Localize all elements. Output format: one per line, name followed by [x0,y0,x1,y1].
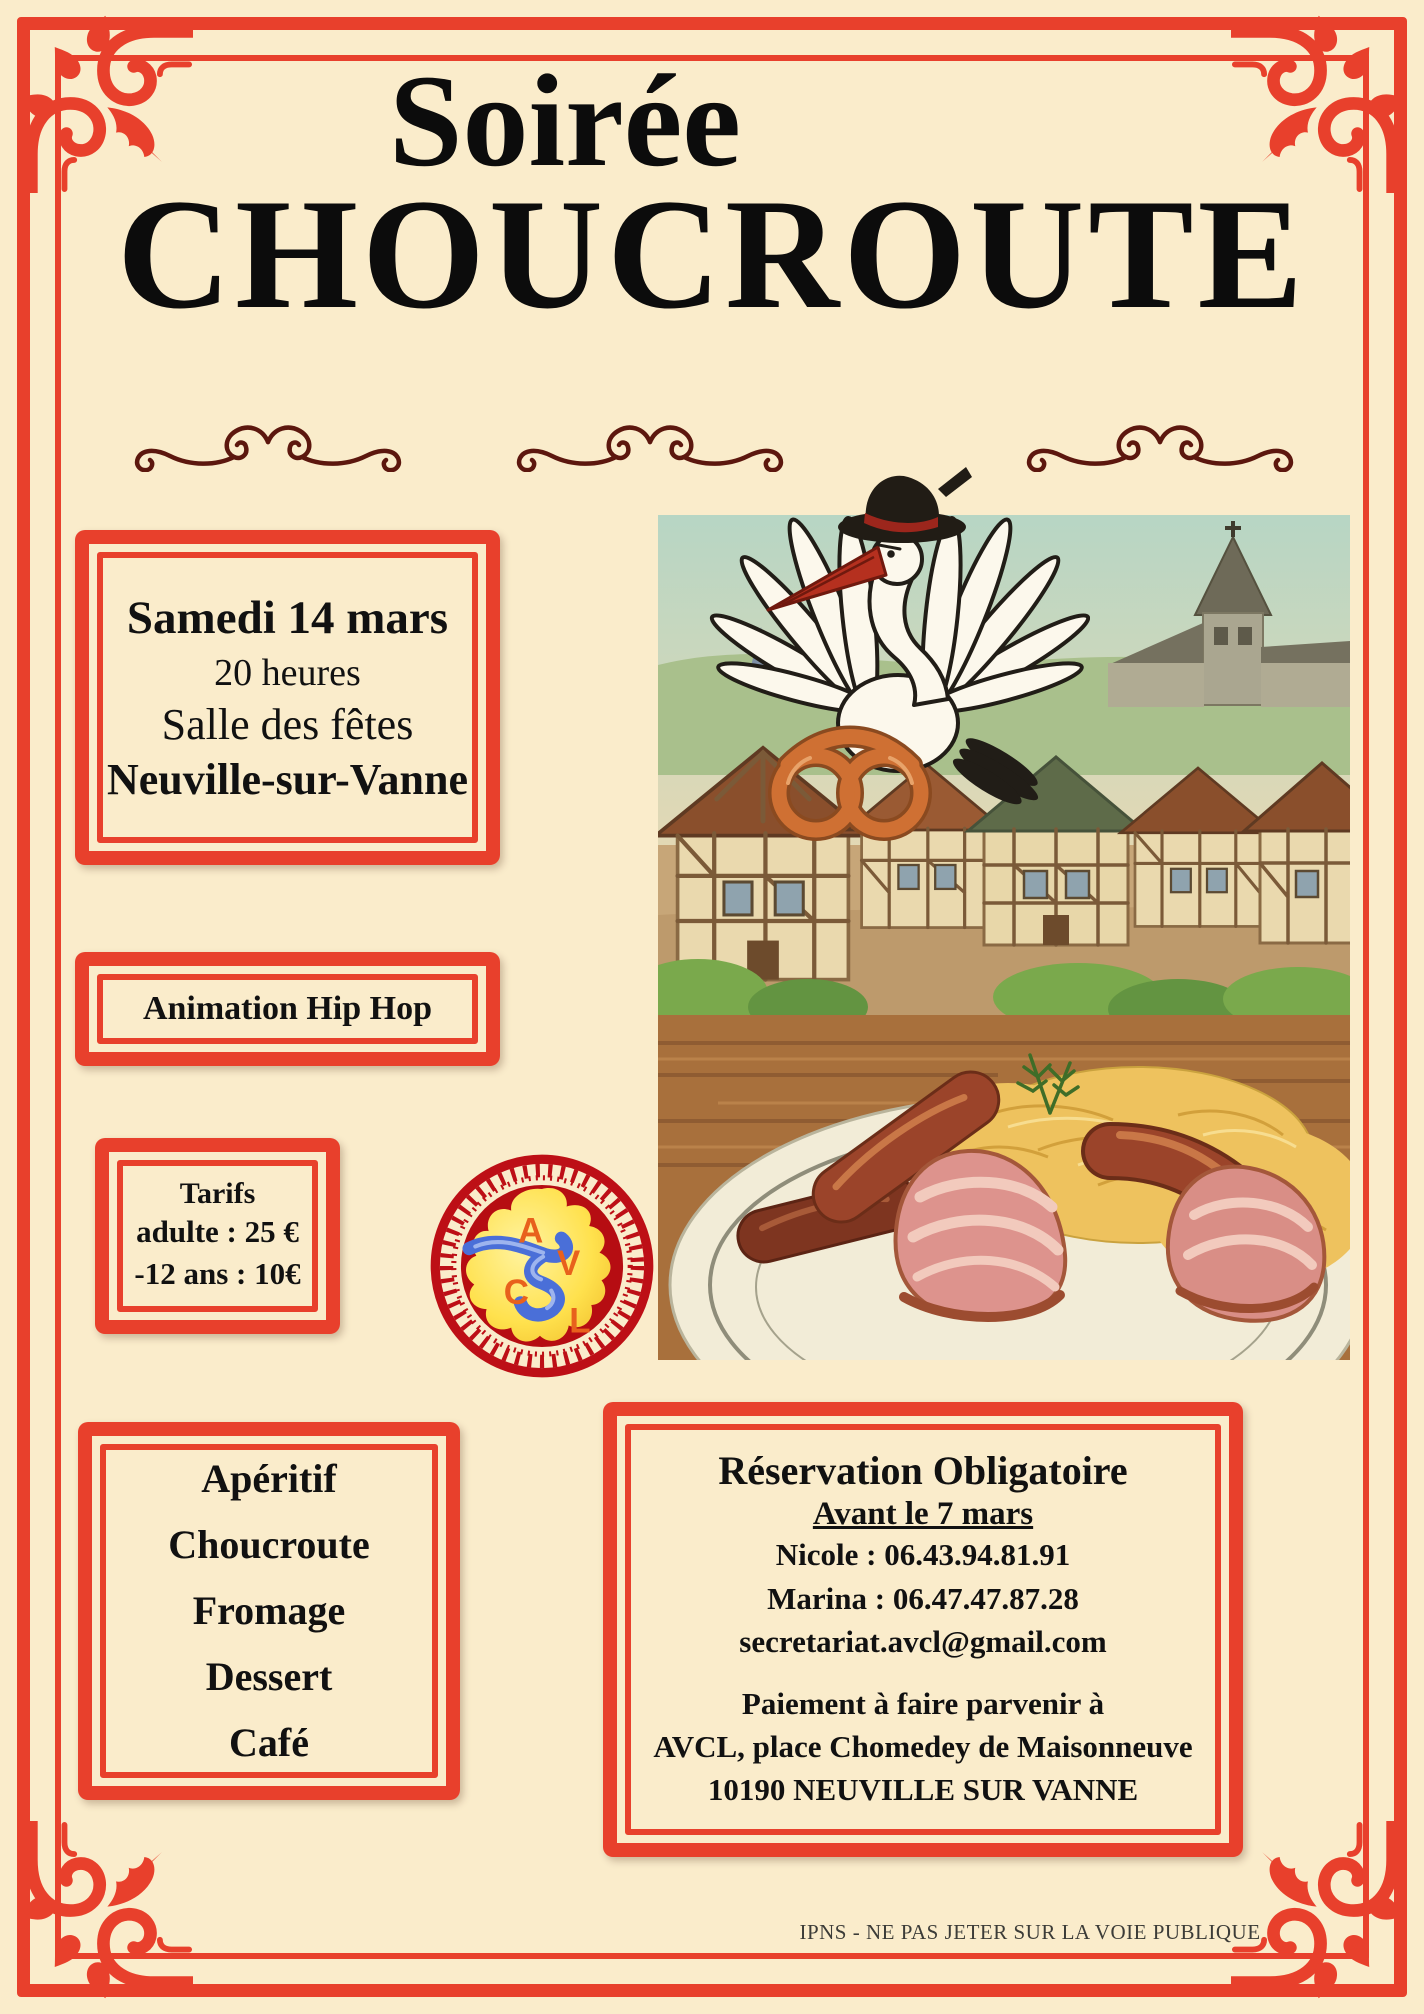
menu-item: Choucroute [168,1522,370,1567]
tarif-adult: adulte : 25 € [136,1214,299,1250]
event-city: Neuville-sur-Vanne [107,754,468,804]
reservation-box [603,1402,1243,1857]
poster-title-line2: CHOUCROUTE [117,167,1307,342]
animation-label: Animation Hip Hop [142,990,433,1027]
flourish-ornament-icon [98,416,438,472]
tarif-child: -12 ans : 10€ [134,1256,301,1291]
reservation-deadline: Avant le 7 mars [812,1496,1034,1533]
logo-letter-c: C [503,1272,529,1312]
reservation-contact-marina: Marina : 06.47.47.87.28 [767,1580,1079,1616]
footer-legal-text: IPNS - NE PAS JETER SUR LA VOIE PUBLIQUE [799,1920,1261,1944]
event-info-box [75,530,500,865]
reservation-email: secretariat.avcl@gmail.com [739,1624,1107,1660]
poster-title-line1: Soirée [389,47,741,194]
logo-letter-l: L [569,1301,591,1341]
menu-item: Apéritif [201,1456,337,1501]
tarifs-title: Tarifs [179,1177,256,1211]
reservation-title: Réservation Obligatoire [718,1448,1128,1494]
stork-illustration [650,455,1090,845]
corner-ornament-icon [1231,1821,1416,2006]
menu-box [78,1422,460,1800]
payment-line2: AVCL, place Chomedey de Maisonneuve [653,1728,1193,1764]
payment-line1: Paiement à faire parvenir à [741,1685,1105,1721]
corner-ornament-icon [1231,8,1416,193]
avcl-logo [424,1148,660,1384]
menu-item: Fromage [192,1588,346,1633]
logo-letter-v: V [557,1244,581,1284]
tarifs-box [95,1138,340,1334]
event-time: 20 heures [214,651,361,694]
event-venue: Salle des fêtes [161,699,414,749]
menu-item: Dessert [205,1654,333,1699]
event-date: Samedi 14 mars [126,591,449,644]
logo-letter-a: A [518,1211,544,1251]
reservation-contact-nicole: Nicole : 06.43.94.81.91 [775,1537,1071,1573]
menu-item: Café [229,1720,309,1765]
animation-box [75,952,500,1066]
stork-hat [838,467,972,543]
corner-ornament-icon [8,1821,193,2006]
payment-line3: 10190 NEUVILLE SUR VANNE [707,1772,1139,1808]
